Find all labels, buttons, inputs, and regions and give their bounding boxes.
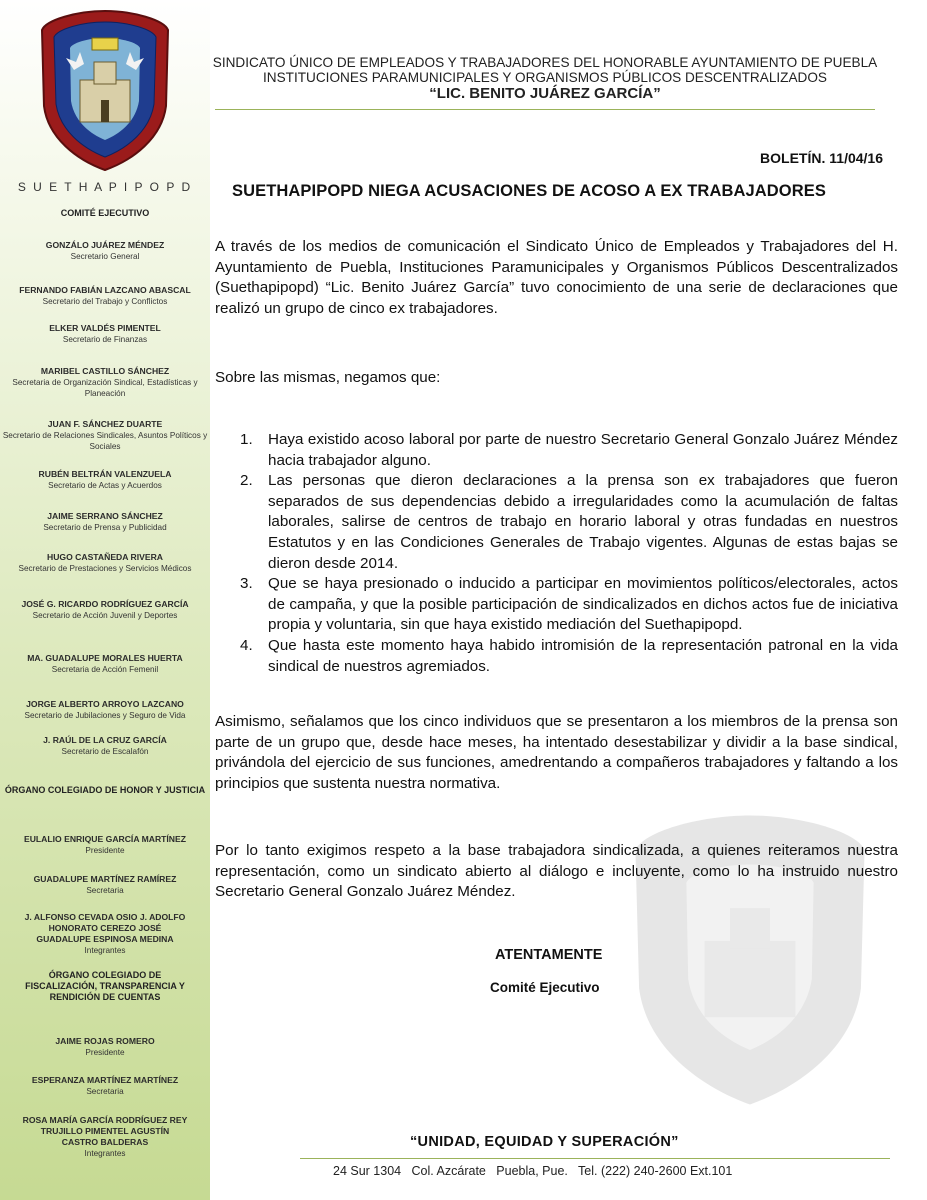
sidebar-member-name: RUBÉN BELTRÁN VALENZUELA <box>38 469 172 479</box>
sidebar-member-name: ROSA MARÍA GARCÍA RODRÍGUEZ REY TRUJILLO PIMENTEL AGUSTÍN CASTRO BALDERAS <box>22 1115 188 1147</box>
sidebar-member-role: Presidente <box>85 846 125 855</box>
header-divider <box>215 109 875 110</box>
sidebar-entry <box>0 874 210 896</box>
sidebar-org-acronym: S U E T H A P I P O P D <box>17 180 193 194</box>
sidebar-member-role: Integrantes <box>84 1149 126 1158</box>
sidebar-entry <box>0 735 210 757</box>
sidebar-entry <box>0 285 210 307</box>
sidebar-entry <box>0 1036 210 1058</box>
sidebar-entry <box>0 834 210 856</box>
sidebar-entry <box>0 552 210 574</box>
sidebar-member-name: MA. GUADALUPE MORALES HUERTA <box>27 653 183 663</box>
sidebar-member-name: GONZÁLO JUÁREZ MÉNDEZ <box>45 240 165 250</box>
sidebar-member-name: ELKER VALDÉS PIMENTEL <box>49 323 161 333</box>
paragraph-demand: Por lo tanto exigimos respeto a la base trabajadora sindicalizada, a quienes reiteramos nuestra representación, como un sindicato abierto al diálogo e incluyente, como lo ha instruido nuestro Secretario General Gonzalo Juárez Méndez. <box>215 842 898 901</box>
sidebar-member-role: Secretario de Escalafón <box>61 747 149 756</box>
footer-divider <box>300 1158 890 1159</box>
letterhead-line-3: “LIC. BENITO JUÁREZ GARCÍA” <box>429 85 661 102</box>
sidebar-member-role: Secretario de Prensa y Publicidad <box>43 523 167 532</box>
sidebar <box>0 0 210 1200</box>
sidebar-member-name: JORGE ALBERTO ARROYO LAZCANO <box>26 699 184 709</box>
denial-list <box>240 430 898 677</box>
sidebar-member-role: Secretaria <box>86 886 124 895</box>
sidebar-member-name: J. RAÚL DE LA CRUZ GARCÍA <box>43 735 167 745</box>
sidebar-member-role: Secretario de Acción Juvenil y Deportes <box>32 611 178 620</box>
sidebar-member-role: Secretaria <box>86 1087 124 1096</box>
sidebar-member-name: JUAN F. SÁNCHEZ DUARTE <box>47 419 163 429</box>
sidebar-member-role: Secretario del Trabajo y Conflictos <box>42 297 168 306</box>
sidebar-entry <box>0 1115 210 1159</box>
list-item-number: 2. <box>240 472 253 490</box>
sidebar-member-role: Secretario de Relaciones Sindicales, Asuntos Políticos y Sociales <box>2 431 208 451</box>
list-item-number: 4. <box>240 636 253 654</box>
sidebar-entry <box>0 1075 210 1097</box>
sidebar-member-role: Integrantes <box>84 946 126 955</box>
paragraph-assertion: Asimismo, señalamos que los cinco individuos que se presentaron a los miembros de la prensa son parte de un grupo que, desde hace meses, ha intentado desestabilizar y dividir a la base sindical, privándola del ejercicio de sus funciones, amedrentando a compañeros trabajadores y faltando a los principios que sustenta nuestra normativa. <box>215 713 898 792</box>
sidebar-member-name: JAIME SERRANO SÁNCHEZ <box>47 511 163 521</box>
sidebar-entry <box>0 366 210 399</box>
sidebar-member-name: JAIME ROJAS ROMERO <box>55 1036 155 1046</box>
sidebar-section-heading: ÓRGANO COLEGIADO DE HONOR Y JUSTICIA <box>4 785 206 795</box>
bulletin-date: BOLETÍN. 11/04/16 <box>760 150 883 166</box>
sidebar-entry <box>0 208 210 219</box>
list-item <box>240 636 898 677</box>
sidebar-member-role: Secretario de Actas y Acuerdos <box>48 481 162 490</box>
list-item-text: Haya existido acoso laboral por parte de nuestro Secretario General Gonzalo Juárez Méndez hacia trabajador alguno. <box>268 431 898 469</box>
sidebar-member-name: EULALIO ENRIQUE GARCÍA MARTÍNEZ <box>23 834 186 844</box>
sidebar-entry <box>0 653 210 675</box>
letterhead-line-1: SINDICATO ÚNICO DE EMPLEADOS Y TRABAJADORES DEL HONORABLE AYUNTAMIENTO DE PUEBLA <box>212 55 878 70</box>
footer-motto: “UNIDAD, EQUIDAD Y SUPERACIÓN” <box>410 1134 679 1150</box>
sidebar-entry <box>0 511 210 533</box>
sidebar-entry <box>0 419 210 452</box>
signature-block: Comité Ejecutivo <box>490 980 600 995</box>
sidebar-member-role: Secretaria de Organización Sindical, Estadísticas y Planeación <box>12 378 198 398</box>
sidebar-member-role: Secretario General <box>70 252 140 261</box>
sidebar-member-name: MARIBEL CASTILLO SÁNCHEZ <box>40 366 170 376</box>
sidebar-member-name: ESPERANZA MARTÍNEZ MARTÍNEZ <box>31 1075 179 1085</box>
sidebar-member-name: J. ALFONSO CEVADA OSIO J. ADOLFO HONORATO CEREZO JOSÉ GUADALUPE ESPINOSA MEDINA <box>24 912 186 944</box>
sidebar-entry <box>0 469 210 491</box>
sidebar-member-role: Secretaria de Acción Femenil <box>51 665 159 674</box>
list-item <box>240 471 898 574</box>
sidebar-member-role: Secretario de Finanzas <box>62 335 148 344</box>
list-item <box>240 430 898 471</box>
sidebar-entry <box>0 599 210 621</box>
document-title: SUETHAPIPOPD NIEGA ACUSACIONES DE ACOSO A EX TRABAJADORES <box>232 182 826 200</box>
sidebar-section-heading: ÓRGANO COLEGIADO DE FISCALIZACIÓN, TRANSPARENCIA Y RENDICIÓN DE CUENTAS <box>25 970 185 1002</box>
sidebar-entry <box>0 785 210 796</box>
sidebar-member-role: Presidente <box>85 1048 125 1057</box>
list-item <box>240 574 898 636</box>
list-item-number: 1. <box>240 431 253 448</box>
paragraph-denial-lead: Sobre las mismas, negamos que: <box>215 369 441 386</box>
list-item-text: Que se haya presionado o inducido a participar en movimientos políticos/electorales, actos de campaña, y que la posible participación de sindicalizados en dichos actos fue de iniciativa propia y voluntaria, sin que haya existido mediación del Suethapipopd. <box>268 575 898 634</box>
sidebar-section-heading: COMITÉ EJECUTIVO <box>60 208 150 218</box>
sidebar-member-name: JOSÉ G. RICARDO RODRÍGUEZ GARCÍA <box>21 599 189 609</box>
sidebar-member-name: HUGO CASTAÑEDA RIVERA <box>46 552 164 562</box>
sidebar-entry <box>0 912 210 956</box>
sidebar-member-name: FERNANDO FABIÁN LAZCANO ABASCAL <box>19 285 191 295</box>
sidebar-member-role: Secretario de Prestaciones y Servicios Médicos <box>18 564 192 573</box>
list-item-number: 3. <box>240 575 253 593</box>
sidebar-entry <box>0 970 210 1003</box>
list-item-text: Las personas que dieron declaraciones a la prensa son ex trabajadores que fueron separados de sus dependencias debido a irregularidades como la acumulación de faltas laborales, salirse de centros de trabajo en horario laboral y otras fundadas en nuestros Estatutos y en las Condiciones Generales de Trabajo vigentes. Algunas de estas bajas se dieron desde 2014. <box>268 472 898 572</box>
sidebar-entry <box>0 699 210 721</box>
letterhead-line-2: INSTITUCIONES PARAMUNICIPALES Y ORGANISMOS PÚBLICOS DESCENTRALIZADOS <box>262 70 827 85</box>
closing-salutation: ATENTAMENTE <box>495 947 603 963</box>
sidebar-member-role: Secretario de Jubilaciones y Seguro de Vida <box>24 711 186 720</box>
list-item-text: Que hasta este momento haya habido intromisión de la representación patronal en la vida sindical de nuestros agremiados. <box>268 636 898 675</box>
union-seal-logo <box>38 8 172 173</box>
sidebar-entry <box>0 240 210 262</box>
sidebar-entry <box>0 323 210 345</box>
letterhead <box>195 55 895 102</box>
footer-address: 24 Sur 1304 Col. Azcárate Puebla, Pue. Tel. (222) 240-2600 Ext.101 <box>333 1164 733 1178</box>
sidebar-member-name: GUADALUPE MARTÍNEZ RAMÍREZ <box>33 874 177 884</box>
paragraph-intro: A través de los medios de comunicación el Sindicato Único de Empleados y Trabajadores del H. Ayuntamiento de Puebla, Instituciones Paramunicipales y Organismos Públicos Descentralizados (Suethapipopd) “Lic. Benito Juárez García” tuvo conocimiento de una serie de declaraciones que realizó un grupo de cinco ex trabajadores. <box>215 238 898 317</box>
